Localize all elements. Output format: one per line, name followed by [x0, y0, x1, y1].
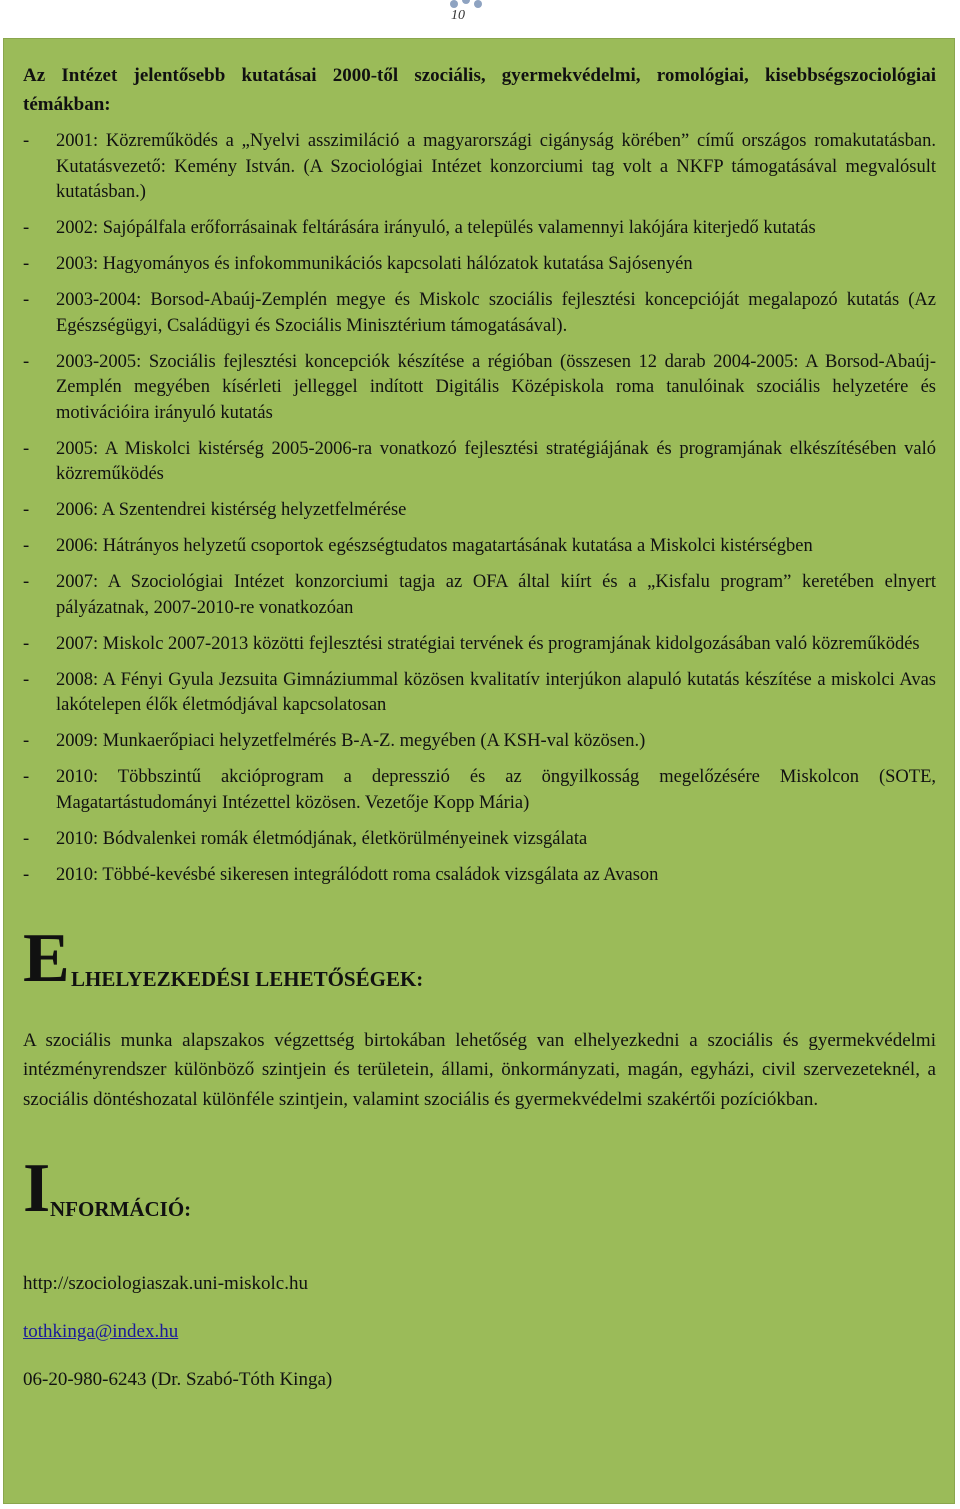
research-list	[23, 129, 936, 888]
list-item	[23, 437, 936, 488]
info-heading	[23, 1149, 936, 1227]
research-intro-heading: Az Intézet jelentősebb kutatásai 2000-től szociális, gyermekvédelmi, romológiai, kisebbségszociológiai témákban:	[23, 65, 936, 115]
dash-marker: -	[23, 438, 30, 459]
phone-contact: 06-20-980-6243 (Dr. Szabó-Tóth Kinga)	[23, 1368, 333, 1390]
dot-icon	[462, 0, 470, 4]
list-item	[23, 129, 936, 206]
dash-marker: -	[23, 633, 30, 654]
info-heading-text: NFORMÁCIÓ:	[50, 1196, 192, 1221]
employment-heading	[23, 920, 936, 997]
dash-marker: -	[23, 131, 30, 151]
dash-marker: -	[23, 864, 30, 885]
list-item	[23, 668, 936, 719]
dot-icon	[450, 0, 458, 8]
info-heading-initial: I	[23, 1149, 51, 1227]
list-item	[23, 252, 936, 278]
list-item	[23, 570, 936, 621]
list-item	[23, 863, 936, 889]
list-item-text: 2007: A Szociológiai Intézet konzorciumi tagja az OFA által kiírt és a „Kisfalu program” keretében elnyert pályázatnak, 2007-2010-re vonatkozóan	[56, 572, 936, 618]
dash-marker: -	[23, 218, 30, 238]
website-link[interactable]: http://szociologiaszak.uni-miskolc.hu	[23, 1272, 308, 1294]
list-item-text: 2006: Hátrányos helyzetű csoportok egészségtudatos magatartásának kutatása a Miskolci kistérségben	[56, 536, 813, 556]
employment-paragraph: A szociális munka alapszakos végzettség birtokában lehetőség van elhelyezkedni a szociális és gyermekvédelmi intézményrendszer különböző szintjein és területein, állami, önkormányzati, magán, egyházi, civil szervezeteknél, a szociális döntéshozatal különféle szintjein, valamint szociális és gyermekvédelmi szakértői pozíciókban.	[23, 1030, 936, 1110]
employment-heading-initial: E	[23, 920, 70, 997]
dash-marker: -	[23, 290, 30, 310]
list-item	[23, 288, 936, 339]
list-item-text: 2007: Miskolc 2007-2013 közötti fejlesztési stratégiai tervének és programjának kidolgozásában való közreműködés	[56, 633, 920, 654]
list-item	[23, 765, 936, 816]
content-panel	[3, 38, 955, 1504]
list-item	[23, 534, 936, 560]
list-item-text: 2008: A Fényi Gyula Jezsuita Gimnáziummal közösen kvalitatív interjúkon alapuló kutatás készítése a miskolci Avas lakótelepen élők életmódjával kapcsolatosan	[56, 669, 936, 715]
list-item	[23, 632, 936, 658]
content-body	[23, 61, 936, 1391]
list-item-text: 2003-2004: Borsod-Abaúj-Zemplén megye és Miskolc szociális fejlesztési koncepcióját megalapozó kutatás (Az Egészségügyi, Családügyi és Szociális Minisztérium támogatásával).	[56, 290, 936, 336]
page-number: 10	[451, 8, 465, 23]
list-item-text: 2006: A Szentendrei kistérség helyzetfelmérése	[56, 500, 407, 520]
dash-marker: -	[23, 669, 30, 690]
list-item-text: 2001: Közreműködés a „Nyelvi asszimiláció a magyarországi cigányság körében” című országos romakutatásban. Kutatásvezető: Kemény István. (A Szociológiai Intézet konzorciumi tag volt a NKFP támogatásával megvalósult kutatásban.)	[56, 131, 936, 202]
page-header	[0, 0, 960, 36]
employment-heading-text: LHELYEZKEDÉSI LEHETŐSÉGEK:	[71, 967, 424, 991]
list-item-text: 2009: Munkaerőpiaci helyzetfelmérés B-A-Z. megyében (A KSH-val közösen.)	[56, 731, 646, 751]
dash-marker: -	[23, 351, 30, 372]
dot-icon	[474, 0, 482, 8]
list-item-text: 2010: Bódvalenkei romák életmódjának, életkörülményeinek vizsgálata	[56, 828, 588, 849]
list-item	[23, 350, 936, 427]
dash-marker: -	[23, 828, 30, 849]
dash-marker: -	[23, 731, 30, 751]
dash-marker: -	[23, 572, 30, 592]
list-item	[23, 729, 936, 755]
dash-marker: -	[23, 536, 30, 556]
list-item	[23, 827, 936, 853]
email-link[interactable]: tothkinga@index.hu	[23, 1320, 179, 1342]
list-item-text: 2010: Többé-kevésbé sikeresen integrálódott roma családok vizsgálata az Avason	[56, 864, 659, 885]
list-item-text: 2003: Hagyományos és infokommunikációs kapcsolati hálózatok kutatása Sajósenyén	[56, 254, 693, 274]
list-item-text: 2010: Többszintű akcióprogram a depresszió és az öngyilkosság megelőzésére Miskolcon (SOTE, Magatartástudományi Intézettel közösen. Vezetője Kopp Mária)	[56, 767, 936, 813]
list-item-text: 2003-2005: Szociális fejlesztési koncepciók készítése a régióban (összesen 12 darab 2004-2005: A Borsod-Abaúj-Zemplén megyében kísérleti jelleggel indított Digitális Középiskola roma tanulóinak szociális helyzetére és motivációira irányuló kutatás	[56, 351, 936, 423]
list-item-text: 2002: Sajópálfala erőforrásainak feltárására irányuló, a település valamennyi lakójára kiterjedő kutatás	[56, 218, 816, 238]
dash-marker: -	[23, 500, 30, 520]
list-item	[23, 216, 936, 242]
dash-marker: -	[23, 767, 30, 787]
dash-marker: -	[23, 254, 30, 274]
list-item-text: 2005: A Miskolci kistérség 2005-2006-ra vonatkozó fejlesztési stratégiájának és programjának elkészítésében való közreműködés	[56, 438, 936, 484]
list-item	[23, 498, 936, 524]
